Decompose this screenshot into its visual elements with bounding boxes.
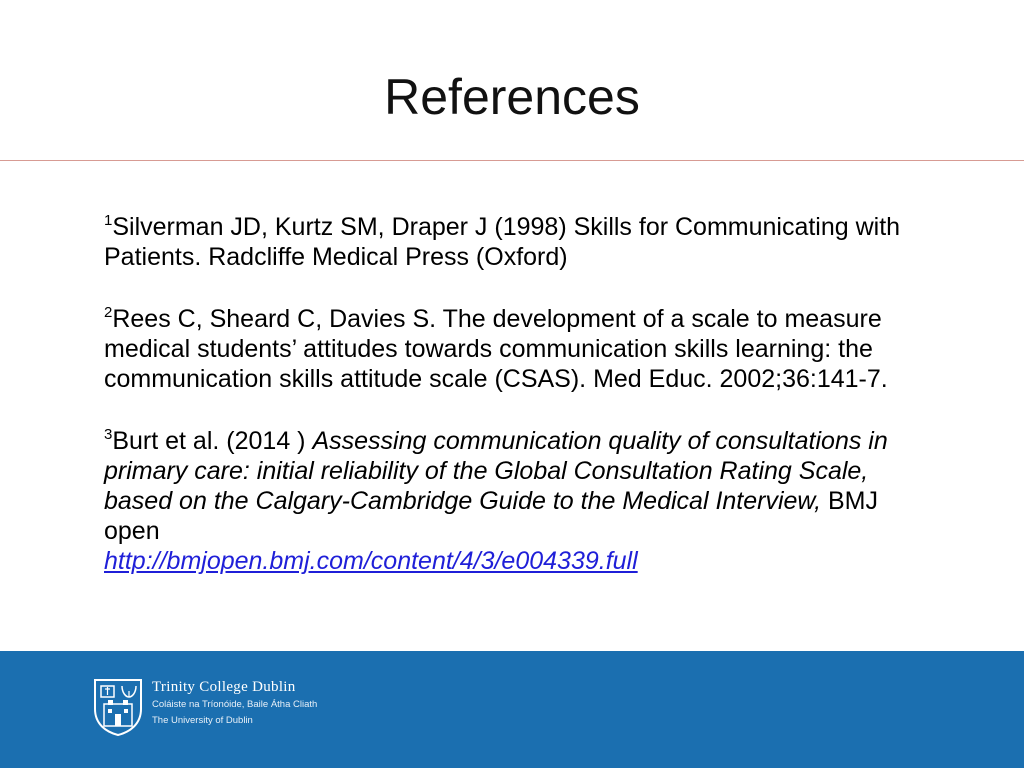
reference-3-number: 3 xyxy=(104,426,113,443)
tcd-crest-icon xyxy=(92,677,144,737)
footer-text xyxy=(152,678,317,728)
reference-3-title: Assessing communication quality of consultations in primary care: initial reliability of the Global Consultation Rating Scale, based on the Calgary-Cambridge Guide to the Medical Interview, xyxy=(104,427,888,515)
references-list xyxy=(104,212,934,608)
institution-irish-name: Coláiste na Tríonóide, Baile Átha Cliath xyxy=(152,699,318,710)
reference-3-link[interactable]: http://bmjopen.bmj.com/content/4/3/e004339.full xyxy=(104,547,638,575)
footer-bar xyxy=(0,651,1024,768)
reference-2-number: 2 xyxy=(104,304,113,321)
reference-3-text: Burt et al. (2014 ) xyxy=(112,427,313,455)
institution-subtitle: The University of Dublin xyxy=(152,715,253,726)
reference-3-journal: BMJ open xyxy=(104,487,879,545)
reference-1 xyxy=(104,212,934,272)
reference-2-text: Rees C, Sheard C, Davies S. The development of a scale to measure medical students’ attitudes towards communication skills learning: the communication skills attitude scale (CSAS). Med Educ. 2002;36:141-7. xyxy=(104,305,888,393)
title-divider xyxy=(0,160,1024,161)
institution-name: Trinity College Dublin xyxy=(152,679,296,695)
reference-3 xyxy=(104,426,934,576)
reference-1-number: 1 xyxy=(104,212,113,229)
reference-2 xyxy=(104,304,934,394)
slide-title: References xyxy=(384,69,640,125)
reference-1-text: Silverman JD, Kurtz SM, Draper J (1998) Skills for Communicating with Patients. Radcliffe Medical Press (Oxford) xyxy=(104,213,901,271)
